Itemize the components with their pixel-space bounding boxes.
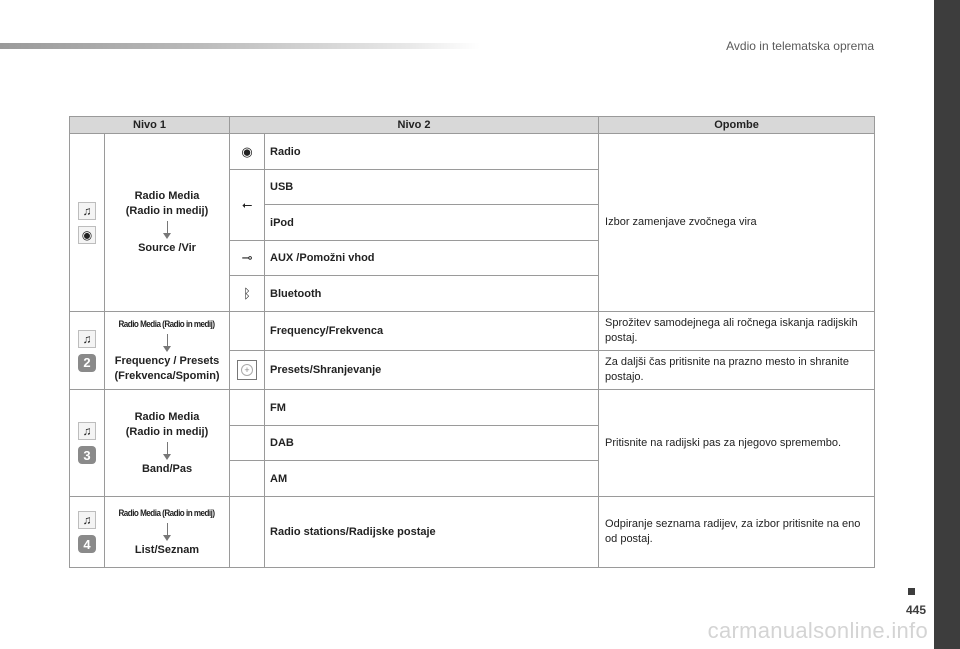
- table-header-row: [70, 117, 875, 134]
- option-radio-stations: Radio stations/Radijske postaje: [265, 497, 599, 568]
- page-mark: [908, 588, 915, 595]
- music-note-icon: ♫: [78, 511, 96, 529]
- arrow-down-icon: [167, 523, 168, 535]
- group2-icons: [70, 312, 105, 390]
- group3-title-b: (Radio in medij): [125, 425, 209, 438]
- header-notes: Opombe: [599, 117, 875, 134]
- option-am: AM: [265, 461, 599, 497]
- note-presets: Za daljši čas pritisnite na prazno mesto in shranite postajo.: [599, 351, 875, 390]
- arrow-down-icon: [167, 442, 168, 454]
- note-radio-stations: Odpiranje seznama radijev, za izbor pritisnite na eno od postaj.: [599, 497, 875, 568]
- table-row: [70, 390, 875, 426]
- option-frequency: Frequency/Frekvenca: [265, 312, 599, 351]
- option-usb: USB: [265, 170, 599, 205]
- group4-level1: [105, 497, 230, 568]
- radio-signal-icon: ◉: [230, 134, 265, 170]
- group4-title: Radio Media (Radio in medij): [118, 508, 216, 519]
- aux-cable-icon: ⊸: [230, 241, 265, 276]
- group2-title: Radio Media (Radio in medij): [118, 319, 216, 330]
- empty-icon-cell: [230, 426, 265, 461]
- group3-sub: Band/Pas: [141, 462, 193, 475]
- music-note-icon: ♫: [78, 330, 96, 348]
- group3-level1: [105, 390, 230, 497]
- empty-icon-cell: [230, 312, 265, 351]
- group1-sub: Source /Vir: [138, 242, 196, 254]
- group3-note: Pritisnite na radijski pas za njegovo spremembo.: [599, 390, 875, 497]
- group1-icons: [70, 134, 105, 312]
- arrow-down-icon: [167, 221, 168, 233]
- empty-icon-cell: [230, 390, 265, 426]
- page-number: 445: [905, 603, 926, 617]
- group1-level1: [105, 134, 230, 312]
- group1-title-a: Radio Media: [134, 190, 200, 202]
- option-aux: AUX /Pomožni vhod: [265, 241, 599, 276]
- header-level2: Nivo 2: [230, 117, 599, 134]
- table-row: [70, 134, 875, 170]
- music-note-icon: ♫: [78, 422, 96, 440]
- option-dab: DAB: [265, 426, 599, 461]
- option-radio: Radio: [265, 134, 599, 170]
- group4-icons: [70, 497, 105, 568]
- table-row: [70, 497, 875, 568]
- group4-sub: List/Seznam: [134, 544, 200, 556]
- note-frequency: Sprožitev samodejnega ali ročnega iskanja radijskih postaj.: [599, 312, 875, 351]
- option-bluetooth: Bluetooth: [265, 276, 599, 312]
- option-ipod: iPod: [265, 205, 599, 241]
- preset-add-icon: +: [230, 351, 265, 390]
- group3-icons: [70, 390, 105, 497]
- empty-icon-cell: [230, 497, 265, 568]
- step-badge: 2: [78, 354, 96, 372]
- option-fm: FM: [265, 390, 599, 426]
- step-badge: 4: [78, 535, 96, 553]
- watermark: carmanualsonline.info: [707, 618, 928, 643]
- section-title: Avdio in telematska oprema: [726, 39, 874, 53]
- top-gradient-bar: [0, 43, 480, 49]
- step-badge: 3: [78, 446, 96, 464]
- side-bar: [934, 0, 960, 649]
- usb-icon: ⭠: [230, 170, 265, 241]
- radio-signal-icon: ◉: [78, 226, 96, 244]
- arrow-down-icon: [167, 334, 168, 346]
- empty-icon-cell: [230, 461, 265, 497]
- menu-table: [69, 116, 875, 568]
- group2-sub-b: (Frekvenca/Spomin): [114, 370, 220, 382]
- group1-title-b: (Radio in medij): [125, 205, 209, 217]
- table-row: [70, 312, 875, 351]
- group1-note: Izbor zamenjave zvočnega vira: [599, 134, 875, 312]
- group3-title-a: Radio Media: [134, 410, 200, 423]
- header-level1: Nivo 1: [70, 117, 230, 134]
- group2-sub-a: Frequency / Presets: [114, 355, 220, 367]
- music-note-icon: ♫: [78, 202, 96, 220]
- bluetooth-icon: ᛒ: [230, 276, 265, 312]
- option-presets: Presets/Shranjevanje: [265, 351, 599, 390]
- group2-level1: [105, 312, 230, 390]
